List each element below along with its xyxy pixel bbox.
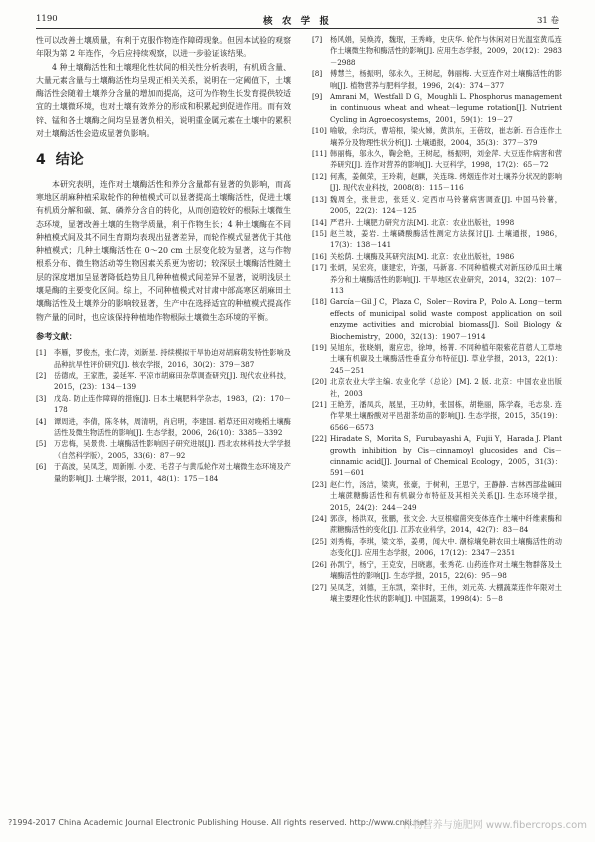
reference-number: [11] (312, 149, 327, 159)
reference-item (312, 148, 562, 171)
reference-text: 于高波，吴凤芝，周新刚. 小麦、毛苕子与黄瓜轮作对土壤微生态环境及产量的影响[J]. 土壤学报，2011，48(1)：175－184 (54, 462, 291, 483)
page-footer (8, 818, 587, 832)
reference-number: [26] (312, 559, 327, 569)
reference-text: 万忠梅，吴景贵. 土壤酶活性影响因子研究进展[J]. 西北农林科技大学学报（自然科学版），2005，33(6)：87－92 (54, 439, 291, 460)
reference-text: 李雁，罗俊杰，张仁涛，刘新星. 持续模拟干旱协迫对胡麻萌发特性影响及品种抗旱性评价研究[J]. 核农学报，2016，30(2)：379－387 (54, 348, 291, 369)
reference-item (312, 262, 562, 296)
reference-number: [17] (312, 263, 327, 273)
reference-number: [9] (312, 92, 323, 102)
reference-item (312, 91, 562, 125)
reference-item (312, 399, 562, 433)
reference-item (312, 68, 562, 91)
reference-number: [13] (312, 194, 327, 204)
section-number: 4 (36, 152, 46, 169)
reference-item (312, 342, 562, 376)
reference-text: 魏周全，张世忠，张廷义. 定西市马铃薯病害调查[J]. 中国马铃薯，2005，22(2)：124－125 (330, 194, 562, 216)
reference-text: 刘秀梅，李琪，梁文举，姜勇，闻大中. 潮棕壤免耕农田土壤酶活性的动态变化[J]. 应用生态学报，2006，17(12)：2347－2351 (330, 536, 562, 558)
reference-number: [16] (312, 251, 327, 261)
reference-number: [22] (312, 434, 327, 444)
reference-number: [23] (312, 479, 327, 489)
reference-number: [6] (36, 462, 47, 472)
reference-text: 谭周进，李倩，陈冬林，周清明，肖启明，李建国. 稻草还田对晚稻土壤酶活性及微生物活性的影响[J]. 生态学报，2006，26(10)：3385－3392 (54, 416, 291, 438)
reference-text: 杨风娟，吴焕涛，魏珉，王秀峰，史庆华. 轮作与休闲对日光温室黄瓜连作土壤微生物和酶活性的影响[J]. 应用生态学报，2009，20(12)：2983－2988 (330, 35, 562, 67)
reference-number: [20] (312, 377, 327, 387)
reference-number: [2] (36, 371, 47, 381)
reference-number: [10] (312, 126, 327, 136)
page-number: 1190 (36, 14, 58, 24)
reference-item (312, 376, 562, 399)
reference-text: 吴凤芝，刘德，王东凯，栾非时，王伟，刘元英. 大棚蔬菜连作年限对土壤主要理化性状的影响[J]. 中国蔬菜，1998(4)：5－8 (330, 582, 562, 603)
reference-text: 吴旭东，张晓娟，谢应忠，徐坤，杨菁. 不同种植年限紫花苜蓿人工草地土壤有机碳及土壤酶活性垂直分布特征[J]. 草业学报，2013，22(1)：245－251 (330, 342, 562, 375)
reference-number: [21] (312, 400, 327, 409)
reference-item (36, 438, 291, 461)
reference-item (312, 582, 562, 605)
watermark: 作物营养与施肥网 www.fibercrops.com (402, 820, 587, 831)
reference-text: 严君升. 土壤肥力研究方法[M]. 北京：农业出版社，1998 (330, 217, 515, 227)
right-column (312, 34, 562, 604)
reference-number: [14] (312, 217, 327, 227)
reference-text: 韩丽梅，邬永久，鞠会艳，王树起，杨振明，刘金萍. 大豆连作病害和营养研究[J]. 连作对营养的影响[J]. 大豆科学，1998，17(2)：65－72 (330, 149, 562, 170)
reference-number: [3] (36, 393, 47, 403)
reference-text: 郭彦，杨洪双，张鹏，张文会. 大豆根瘤菌突变体连作土壤中纤维素酶和蔗糖酶活性的变化[J]. 江苏农业科学，2014，42(7)：83－84 (330, 514, 562, 535)
reference-number: [25] (312, 536, 327, 546)
reference-number: [5] (36, 439, 47, 449)
reference-text: Amrani M，Westfall D G，Moughli L. Phosphorus management in continuous wheat and wheat－legume rotation[J]. Nutrient Cycling in Agroecosystems，2001，59(1)：19－27 (330, 92, 562, 124)
reference-item (312, 171, 562, 194)
reference-text: 喻敏，余均沃，曹培根，梁火娣，黄洪东，王蓓玟，崔志新. 百合连作土壤养分及物理性状分析[J]. 土壤通报，2004，35(3)：377－379 (330, 126, 562, 147)
reference-list (36, 347, 291, 484)
section-title: 结论 (55, 152, 84, 169)
reference-number: [18] (312, 297, 327, 307)
reference-text: García－Gil J C，Plaza C，Soler－Rovira P，Polo A. Long－term effects of municipal solid waste compost application on soil enzyme activities and microbial biomass[J]. Soil Biology & Biochemistry，2000，32(13)：1907－1914 (330, 297, 562, 341)
reference-number: [15] (312, 228, 327, 238)
reference-text: 张炳，吴宏亮，康建宏，许强，马新喜. 不同种植模式对新压砂瓜田土壤养分和土壤酶活性的影响[J]. 干旱地区农业研究，2014，32(2)：107－113 (330, 263, 562, 295)
conclusion-paragraph: 本研究表明，连作对土壤酶活性和养分含量都有显著的负影响，而高寒地区胡麻种植采取轮作的种植模式可以显著提高土壤酶活性，促进土壤有机质分解和碳、氮、磷养分含自的转化，从而创造较好的根际土壤微生态环境，显著改善土壤的生物学质量，利于作物生长；4 种土壤酶在不同种植模式间及其不同生育期均表现出显著差异，而轮作模式显著优于其他种植模式；几种土壤酶活性在 0～20 cm 土层变化较为显著，这与作物根系分布、微生物活动等生物因素关系更为密切；较深层土壤酶活性随土层的深度增加呈显著降低趋势且几种种植模式间差异不显著，说明浅层土壤是酶的主要变化区间。综上，不同种植模式对甘肃中部高寒区胡麻田土壤酶活性及土壤养分的影响较显著，生产中在选择适宜的种植模式提高作物产量的同时，也应该保持种植地作物根际土壤微生态环境的平衡。 (36, 179, 291, 322)
reference-item (312, 125, 562, 148)
reference-item (36, 393, 291, 416)
reference-item (312, 536, 562, 559)
reference-text: 戊岛. 防止连作障碍的措施[J]. 日本土壤肥料学杂志，1983，(2)：170－178 (54, 393, 291, 415)
reference-item (312, 479, 562, 513)
body-paragraph: 性可以改善土壤质量，有利于克服作物连作障碍现象。但因本试验的观察年限为第 2 年连作，今后应持续观察，以进一步验证该结果。 (36, 36, 291, 59)
copyright-line: ?1994-2017 China Academic Journal Electronic Publishing House. All rights reserved. http://www.cnki.net (8, 818, 428, 827)
reference-number: [7] (312, 35, 323, 44)
reference-item (312, 559, 562, 582)
reference-text: 何燕，姜佩荣，王玲莉，赵麒，关连珠. 烤烟连作对土壤养分状况的影响[J]. 现代农业科技，2008(8)：115－116 (330, 171, 562, 193)
reference-number: [4] (36, 416, 47, 426)
journal-title: 核 农 学 报 (263, 16, 332, 27)
section-heading (36, 154, 291, 167)
reference-number: [27] (312, 582, 327, 592)
running-header (36, 10, 559, 29)
reference-item (36, 347, 291, 370)
references-heading: 参考文献： (36, 330, 77, 341)
reference-number: [1] (36, 348, 47, 358)
reference-item (312, 228, 562, 251)
reference-text: 北京农业大学主编. 农业化学（总论）[M]. 2 版. 北京：中国农业出版社，2003 (330, 377, 562, 398)
reference-text: Hiradate S，Morita S，Furubayashi A，Fujii Y，Harada J. Plant growth inhibition by Cis－cinnamoyl glucosides and Cis－cinnamic acid[J]. Journal of Chemical Ecology，2005，31(3)：591－601 (330, 434, 562, 478)
reference-item (36, 461, 291, 484)
reference-number: [12] (312, 171, 327, 181)
reference-item (312, 34, 562, 68)
reference-text: 赵仁竹，汤洁，梁爽，张豪，于树利，王思宁，王静静. 吉林西部盐碱田土壤蔗糖酶活性和有机碳分布特征及其相关关系[J]. 生态环境学报，2015，24(2)：244－249 (330, 479, 562, 512)
reference-item (312, 433, 562, 479)
reference-text: 傅慧兰，杨振明，邬永久，王树起，韩丽梅. 大豆连作对土壤酶活性的影响[J]. 植物营养与肥料学报，1996，2(4)：374－377 (330, 69, 562, 90)
reference-item (312, 217, 562, 228)
volume-label: 31 卷 (536, 16, 559, 26)
reference-text: 关松荫. 土壤酶及其研究法[M]. 北京：农业出版社，1986 (330, 251, 515, 261)
reference-item (312, 251, 562, 262)
reference-text: 王艳芳，潘凤兵，展星，王功帅，张国栋，胡艳丽，陈学森，毛志泉. 连作苹果土壤酚酸对平邑甜茶幼苗的影响[J]. 生态学报，2015，35(19)：6566－6573 (330, 400, 562, 432)
left-column (36, 34, 291, 484)
reference-number: [8] (312, 69, 323, 79)
reference-number: [19] (312, 342, 327, 352)
reference-text: 孙凯宁，杨宁，王克安，吕晓惠，张秀花. 山药连作对土壤生物群落及土壤酶活性的影响[J]. 生态学报，2015，22(6)：95－98 (330, 559, 562, 581)
reference-item (312, 513, 562, 536)
body-paragraph: 4 种土壤酶活性和土壤理化性状间的相关性分析表明，有机质含量、大量元素含量与土壤酶活性均呈现正相关关系，说明在一定阈值下，土壤酶活性会随着土壤养分含量的增加而提高，这可为作物生长发育提供较适宜的土壤微环境，也对土壤有效养分的形成和积累起到促进作用。而有效锌、锰和各土壤酶之间均呈显著负相关，说明重金属元素在土壤中的累积对土壤酶活性会造成显著负影响。 (36, 62, 291, 139)
reference-item (312, 296, 562, 342)
reference-item (312, 194, 562, 217)
reference-text: 赵兰坡，姜岩. 土壤磷酸酶活性测定方法探讨[J]. 土壤通报，1986，17(3)：138－141 (330, 228, 562, 250)
reference-item (36, 416, 291, 439)
reference-number: [24] (312, 514, 327, 524)
reference-list (312, 34, 562, 604)
reference-text: 岳德成，王家胜，姜延军. 平凉市胡麻田杂草调查研究[J]. 现代农业科技，2015，(23)：134－139 (54, 371, 291, 392)
reference-item (36, 370, 291, 393)
